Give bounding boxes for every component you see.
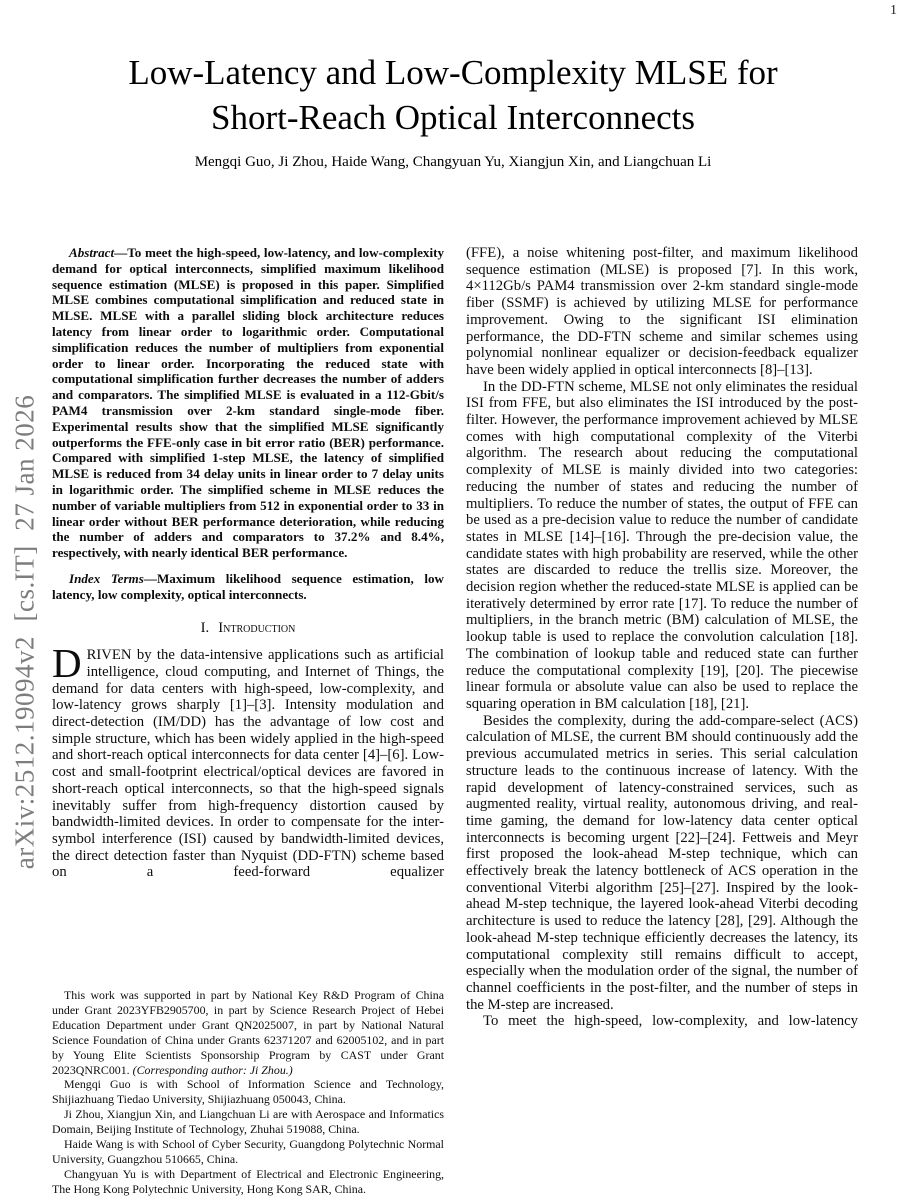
- abstract-label: Abstract: [69, 245, 115, 260]
- footnote-affiliation-2: Ji Zhou, Xiangjun Xin, and Liangchuan Li are with Aerospace and Informatics Domain, Beijing Institute of Technology, Zhuhai 519088, China.: [52, 1107, 444, 1137]
- index-terms-paragraph: [52, 571, 444, 603]
- intro-paragraph: [52, 640, 444, 881]
- footnote-affiliation-3: Haide Wang is with School of Cyber Security, Guangdong Polytechnic Normal University, Guangzhou 510665, China.: [52, 1137, 444, 1166]
- index-terms-label: Index Terms: [69, 570, 144, 586]
- paragraph-to-meet: To meet the high-speed, low-complexity, and low-latency: [483, 1013, 858, 1030]
- footnote-funding-text: This work was supported in part by National Key R&D Program of China under Grant 2023YFB2905700, in part by Science Research Project of Hebei Education Department under Grant QN2025007, in part by National Natural Science Foundation of China under Grants 62371207 and 62005102, and in part by Young Elite Scientists Sponsorship Program by CAST under Grant 2023QNRC001.: [52, 988, 444, 1077]
- page-number: 1: [890, 3, 897, 18]
- corresponding-author-note: (Corresponding author: Ji Zhou.): [132, 1062, 293, 1077]
- section-heading-introduction: [52, 620, 444, 637]
- paragraph-ffe-continuation: (FFE), a noise whitening post-filter, and maximum likelihood sequence estimation (MLSE) is proposed [7]. In this work, 4×112Gb/s PAM4 transmission over 2-km standard single-mode fiber (SSMF) is achieved by utilizing MLSE for performance improvement. Owing to the significant ISI elimination performance, the DD-FTN scheme and similar schemes using polynomial nonlinear equalizer or decision-feedback equalizer have been widely applied in optical interconnects [8]–[13].: [466, 245, 858, 378]
- column-right: [466, 245, 858, 1198]
- paper-authors: Mengqi Guo, Ji Zhou, Haide Wang, Changyuan Yu, Xiangjun Xin, and Liangchuan Li: [194, 154, 712, 170]
- paragraph-latency: Besides the complexity, during the add-compare-select (ACS) calculation of MLSE, the current BM should continuously add the previous accumulated metrics in series. This serial calculation structure leads to the continuous increase of latency. With the rapid development of latency-constrained services, such as augmented reality, virtual reality, autonomous driving, and real-time gaming, the demand for low-latency data center optical interconnects is becoming urgent [22]–[24]. Fettweis and Meyr first proposed the look-ahead M-step technique, which can effectively break the latency bottleneck of ACS operation in the conventional Viterbi algorithm [25]–[27]. Inspired by the look-ahead M-step technique, the layered look-ahead Viterbi decoding architecture is used to reduce the latency [28], [29]. Although the look-ahead M-step technique efficiently decreases the latency, its computational complexity still remains difficult to accept, especially when the modulation order of the signal, the number of channel coefficients in the post-filter, and the number of steps in the M-step are increased.: [466, 712, 858, 1013]
- footnote-funding: [52, 988, 444, 1077]
- first-page-footnotes: [52, 988, 444, 1197]
- section-title: Introduction: [218, 619, 296, 636]
- abstract-text: —To meet the high-speed, low-latency, and low-complexity demand for optical interconnects, simplified maximum likelihood sequence estimation (MLSE) is proposed in this paper. Simplified MLSE combines computational simplification and reduced state in MLSE. MLSE with a parallel sliding block architecture reduces latency from linear order to logarithmic order. Computational simplification reduces the number of multipliers from exponential order to linear order. Incorporating the reduced state with computational simplification further decreases the number of adders and comparators. The simplified MLSE is evaluated in a 112-Gbit/s PAM4 transmission over 2-km standard single-mode fiber. Experimental results show that the simplified MLSE significantly outperforms the FFE-only case in bit error ratio (BER) performance. Compared with simplified 1-step MLSE, the latency of simplified MLSE is reduced from 34 delay units in linear order to 7 delay units in logarithmic order. The simplified scheme in MLSE reduces the number of variable multipliers from 512 in exponential order to 33 in linear order without BER performance deterioration, while reducing the number of adders and comparators to 37.2% and 8.4%, respectively, with nearly identical BER performance.: [52, 245, 444, 561]
- index-terms-text: —Maximum likelihood sequence estimation, low latency, low complexity, optical interconnects.: [52, 570, 444, 602]
- drop-cap: D: [52, 640, 82, 687]
- paper-title-line1: Low-Latency and Low-Complexity MLSE for: [128, 53, 778, 92]
- paper-title-line2: Short-Reach Optical Interconnects: [211, 98, 695, 137]
- paper-title: [53, 50, 853, 140]
- intro-paragraph-text: RIVEN by the data-intensive applications such as artificial intelligence, cloud computing, and Internet of Things, the demand for data centers with high-speed, low-complexity, and low-latency grows sharply [1]–[3]. Intensity modulation and direct-detection (IM/DD) has the advantage of low cost and simple structure, which has been widely applied in the high-speed and short-reach optical interconnects for data center [4]–[6]. Low-cost and small-footprint electrical/optical devices are favored in short-reach optical interconnects, so that the high-speed signals inevitably suffer from high-frequency distortion caused by bandwidth-limited devices. In order to compensate for the inter-symbol interference (ISI) caused by bandwidth-limited devices, the direct detection faster than Nyquist (DD-FTN) scheme based on a feed-forward equalizer: [52, 647, 444, 881]
- footnote-affiliation-1: Mengqi Guo is with School of Information Science and Technology, Shijiazhuang Tiedao University, Shijiazhuang 050043, China.: [52, 1077, 444, 1107]
- column-left: [52, 245, 444, 987]
- footnote-affiliation-4: Changyuan Yu is with Department of Electrical and Electronic Engineering, The Hong Kong Polytechnic University, Hong Kong SAR, China.: [52, 1166, 444, 1196]
- abstract-paragraph: [52, 245, 444, 561]
- arxiv-watermark: arXiv:2512.19094v2 [cs.IT] 27 Jan 2026: [9, 394, 40, 870]
- paragraph-ddftn-scheme: In the DD-FTN scheme, MLSE not only eliminates the residual ISI from FFE, but also eliminates the ISI introduced by the post-filter. However, the performance improvement achieved by MLSE comes with high computational complexity of the Viterbi algorithm. The research about reducing the computational complexity of MLSE is mainly divided into two categories: reducing the number of states and reducing the number of multipliers. To reduce the number of states, the output of FFE can be used as a pre-decision value to reduce the number of candidate states in MLSE [14]–[16]. Through the pre-decision value, the candidate states with high probability are reserved, while the other states are discarded to reduce the trellis size. Moreover, the decision region whether the reduced-state MLSE is applied can be iteratively determined by error rate [17]. To reduce the number of multipliers, in the branch metric (BM) calculation of MLSE, the lookup table is used to replace the convolution calculation [18]. The combination of lookup table and reduced state can further reduce the computational complexity [19], [20]. The piecewise linear formula or absolute value can also be used to replace the squaring operation in BM calculation [18], [21].: [466, 378, 858, 712]
- section-number: I.: [200, 619, 210, 636]
